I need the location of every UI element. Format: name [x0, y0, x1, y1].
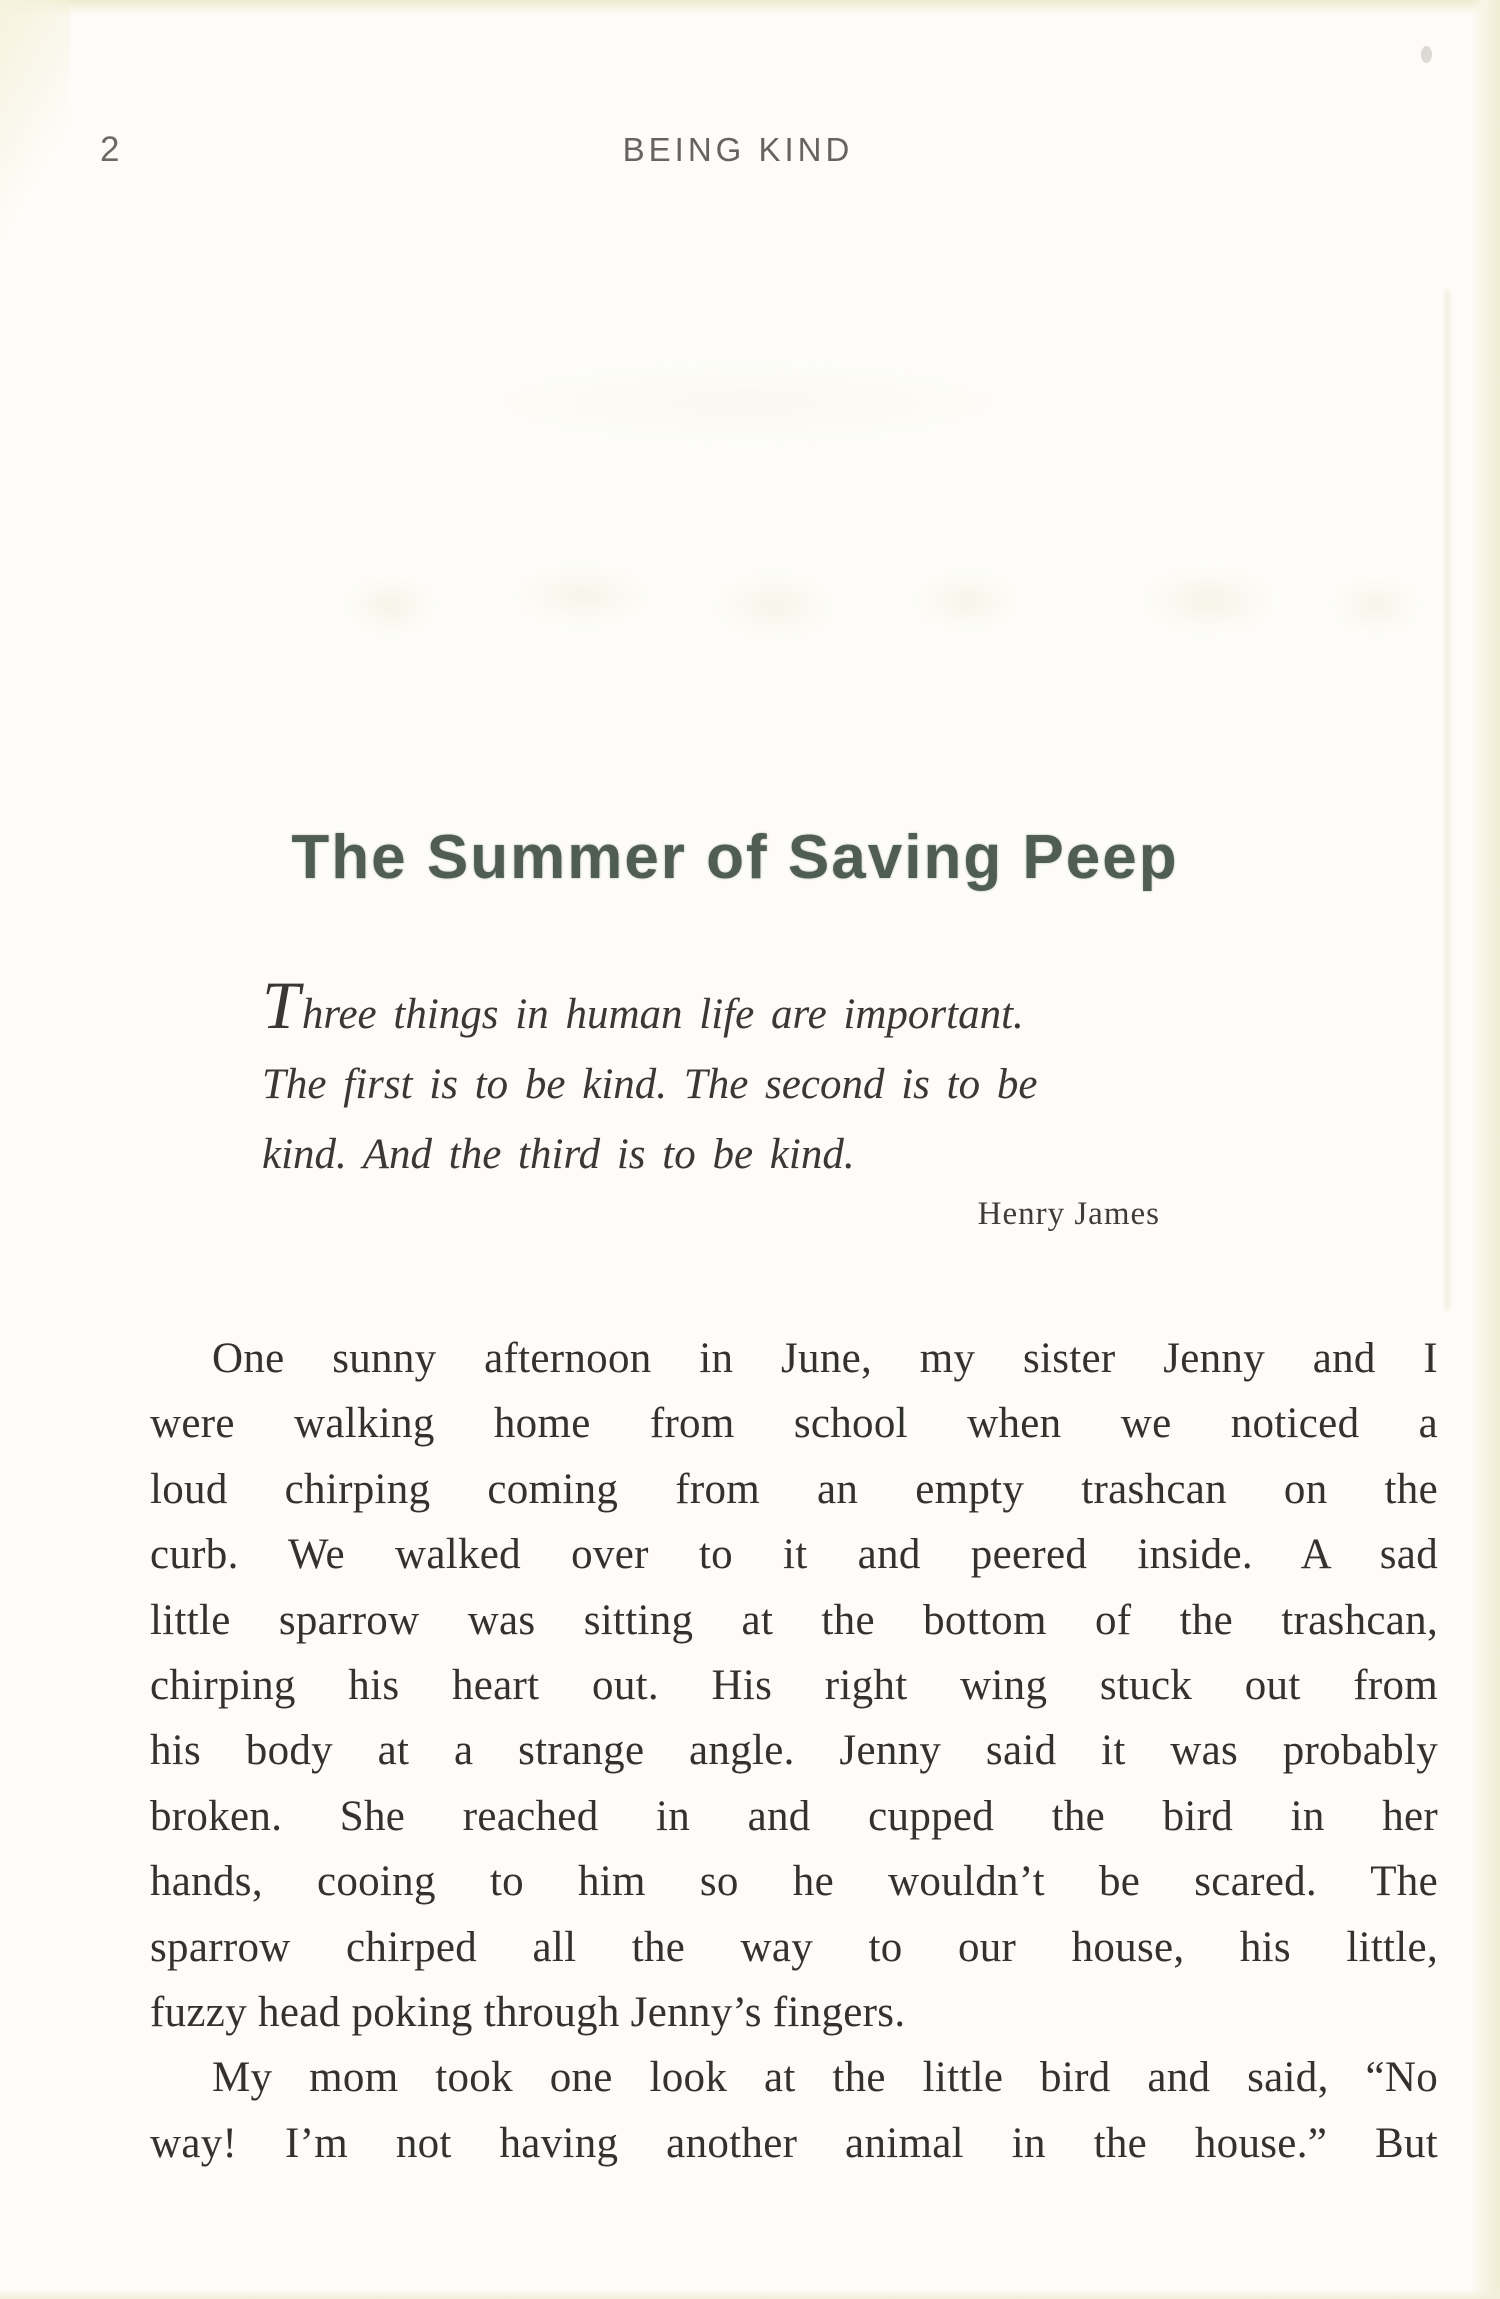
epigraph-line: The first is to be kind. The second is to be — [262, 1061, 1038, 1108]
body-line: broken. She reached in and cupped the bird in her — [150, 1792, 1438, 1840]
epigraph-line — [262, 967, 1202, 1050]
running-head: BEING KIND — [622, 131, 854, 168]
body-line: loud chirping coming from an empty trashcan on the — [150, 1465, 1438, 1513]
scan-edge-left-corner — [0, 0, 70, 240]
scan-edge-bottom — [0, 2289, 1500, 2299]
epigraph-line-text: hree things in human life are important. — [301, 991, 1024, 1038]
gutter-shadow — [1445, 290, 1450, 1310]
story-text — [150, 1326, 1438, 2176]
bleedthrough-ghost-lower — [160, 548, 1440, 653]
body-line: curb. We walked over to it and peered inside. A sad — [150, 1531, 1438, 1579]
body-line: his body at a strange angle. Jenny said it was probably — [150, 1727, 1438, 1775]
epigraph-attribution: Henry James — [977, 1196, 1160, 1232]
body-line: chirping his heart out. His right wing stuck out from — [150, 1662, 1438, 1710]
body-line: way! I’m not having another animal in the house.” But — [150, 2119, 1438, 2167]
body-line: fuzzy head poking through Jenny’s fingers. — [150, 1989, 906, 2037]
bleedthrough-ghost-upper — [430, 360, 1060, 445]
body-line: hands, cooing to him so he wouldn’t be scared. The — [150, 1858, 1438, 1906]
body-line: were walking home from school when we noticed a — [150, 1400, 1438, 1448]
body-line: sparrow chirped all the way to our house, his little, — [150, 1923, 1438, 1971]
scan-speck — [1421, 46, 1432, 63]
body-line: One sunny afternoon in June, my sister Jenny and I — [212, 1335, 1438, 1382]
body-line: My mom took one look at the little bird and said, “No — [212, 2054, 1438, 2102]
scan-edge-top — [0, 0, 1500, 16]
page-number: 2 — [100, 130, 121, 169]
epigraph-line: kind. And the third is to be kind. — [262, 1131, 855, 1178]
scan-edge-right — [1470, 0, 1500, 2299]
body-line: little sparrow was sitting at the bottom of the trashcan, — [150, 1596, 1438, 1644]
epigraph-drop-initial: T — [262, 967, 302, 1043]
chapter-title: The Summer of Saving Peep — [291, 823, 1179, 892]
epigraph — [262, 967, 1202, 1190]
